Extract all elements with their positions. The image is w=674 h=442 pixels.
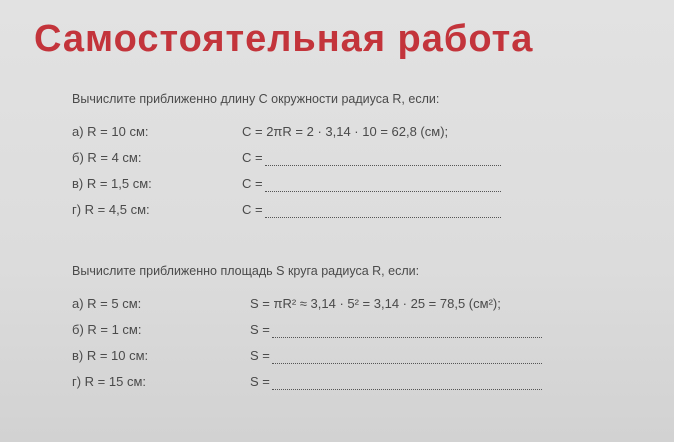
exercise-row <box>72 150 632 176</box>
answer-prefix: S = <box>250 374 270 389</box>
exercise-label: а) R = 5 см: <box>72 296 142 311</box>
answer-blank-line <box>272 374 542 390</box>
answer-blank-line <box>265 176 501 192</box>
exercise-label: в) R = 1,5 см: <box>72 176 152 191</box>
exercise-label: б) R = 1 см: <box>72 322 142 337</box>
answer-blank-line <box>265 150 501 166</box>
exercise-row <box>72 202 632 228</box>
worked-solution: S = πR² ≈ 3,14 · 5² = 3,14 · 25 = 78,5 (см²); <box>250 296 501 311</box>
answer-field[interactable] <box>250 348 542 364</box>
exercise-row <box>72 348 632 374</box>
exercise-row <box>72 374 632 400</box>
answer-blank-line <box>272 348 542 364</box>
exercise-label: г) R = 15 см: <box>72 374 147 389</box>
answer-field[interactable] <box>242 202 501 218</box>
section-intro: Вычислите приближенно длину C окружности радиуса R, если: <box>72 92 440 106</box>
answer-blank-line <box>272 322 542 338</box>
exercise-label: г) R = 4,5 см: <box>72 202 150 217</box>
section-intro: Вычислите приближенно площадь S круга радиуса R, если: <box>72 264 420 278</box>
exercise-row <box>72 322 632 348</box>
answer-field[interactable] <box>242 176 501 192</box>
worked-solution: C = 2πR = 2 · 3,14 · 10 = 62,8 (см); <box>242 124 449 139</box>
answer-field[interactable] <box>250 374 542 390</box>
exercise-row <box>72 296 632 322</box>
answer-prefix: C = <box>242 202 263 217</box>
exercise-label: а) R = 10 см: <box>72 124 149 139</box>
answer-prefix: S = <box>250 322 270 337</box>
answer-prefix: C = <box>242 176 263 191</box>
exercise-label: б) R = 4 см: <box>72 150 142 165</box>
section-circumference <box>72 92 632 228</box>
answer-field[interactable] <box>242 150 501 166</box>
answer-field[interactable] <box>250 322 542 338</box>
answer-prefix: S = <box>250 348 270 363</box>
exercise-label: в) R = 10 см: <box>72 348 149 363</box>
answer-prefix: C = <box>242 150 263 165</box>
section-area <box>72 264 632 400</box>
exercise-row <box>72 124 632 150</box>
exercise-row <box>72 176 632 202</box>
worksheet-title: Самостоятельная работа <box>34 18 534 60</box>
answer-blank-line <box>265 202 501 218</box>
